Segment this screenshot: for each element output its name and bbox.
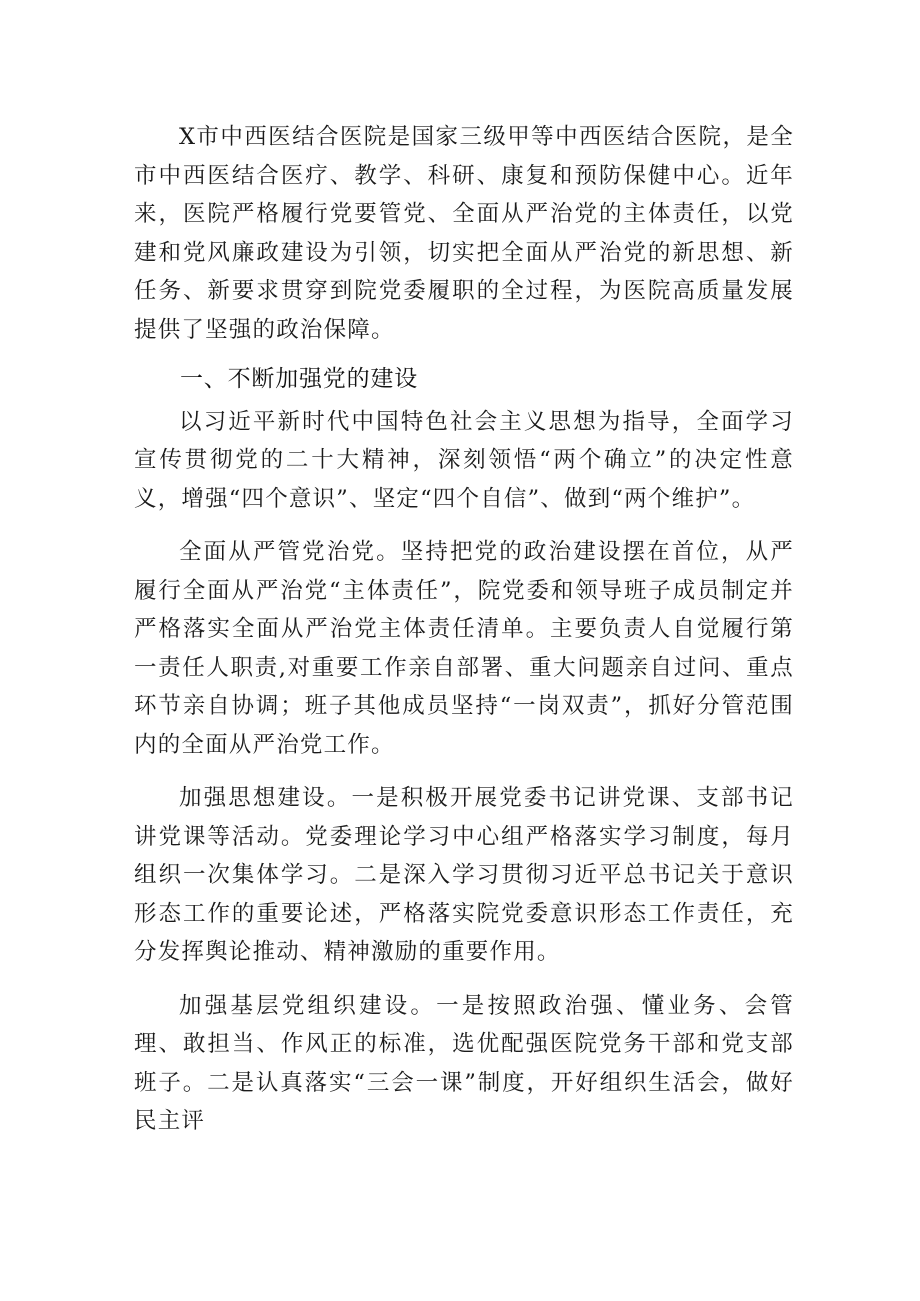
intro-paragraph: X市中西医结合医院是国家三级甲等中西医结合医院，是全市中西医结合医疗、教学、科研、康复和预防保健中心。近年来，医院严格履行党要管党、全面从严治党的主体责任，以党建和党风廉政建设为引领，切实把全面从严治党的新思想、新任务、新要求贯穿到院党委履职的全过程，为医院高质量发展提供了坚强的政治保障。: [134, 124, 794, 343]
section-heading: 一、不断加强党的建设: [180, 366, 418, 392]
ideological-building-paragraph: 加强思想建设。一是积极开展党委书记讲党课、支部书记讲党课等活动。党委理论学习中心组严格落实学习制度，每月组织一次集体学习。二是深入学习贯彻习近平总书记关于意识形态工作的重要论述，严格落实院党委意识形态工作责任，充分发挥舆论推动、精神激励的重要作用。: [134, 785, 794, 965]
party-governance-paragraph: 全面从严管党治党。坚持把党的政治建设摆在首位，从严履行全面从严治党“主体责任”，院党委和领导班子成员制定并严格落实全面从严治党主体责任清单。主要负责人自觉履行第一责任人职责,对重要工作亲自部署、重大问题亲自过问、重点环节亲自协调；班子其他成员坚持“一岗双责”，抓好分管范围内的全面从严治党工作。: [134, 539, 794, 758]
guiding-thought-paragraph: 以习近平新时代中国特色社会主义思想为指导，全面学习宣传贯彻党的二十大精神，深刻领悟“两个确立”的决定性意义，增强“四个意识”、坚定“四个自信”、做到“两个维护”。: [134, 408, 794, 512]
document-body: [134, 118, 794, 1141]
grassroots-organization-paragraph: 加强基层党组织建设。一是按照政治强、懂业务、会管理、敢担当、作风正的标准，选优配强医院党务干部和党支部班子。二是认真落实“三会一课”制度，开好组织生活会，做好民主评: [134, 992, 794, 1134]
